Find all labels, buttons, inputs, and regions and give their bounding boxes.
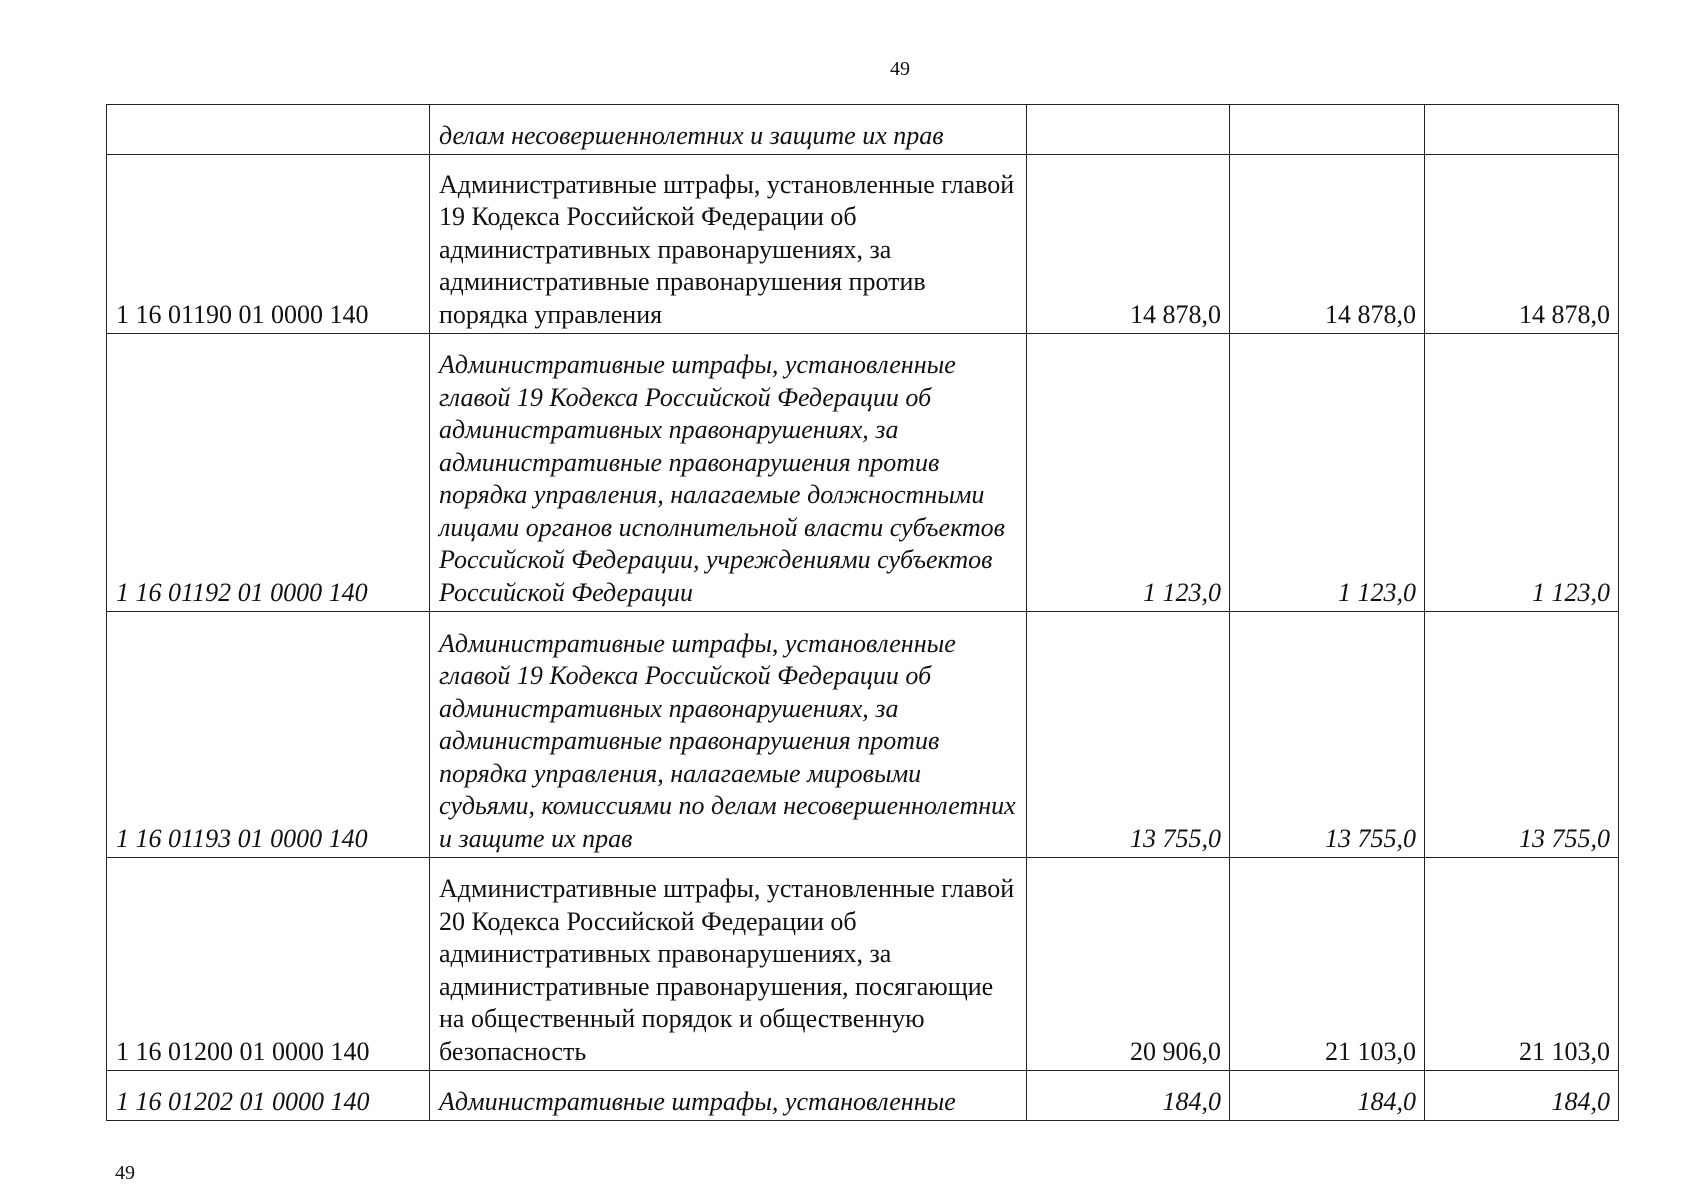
value-cell-2 [1230, 105, 1425, 155]
budget-code-cell: 1 16 01193 01 0000 140 [107, 612, 430, 858]
description-cell: Административные штрафы, установленные главой 19 Кодекса Российской Федерации об административных правонарушениях, за административные правонарушения против порядка управления [430, 155, 1027, 334]
value-cell-1 [1027, 105, 1230, 155]
page-number-top: 49 [890, 58, 910, 80]
value-cell-1: 184,0 [1027, 1071, 1230, 1121]
table-row [107, 334, 1619, 612]
budget-code-cell: 1 16 01192 01 0000 140 [107, 334, 430, 612]
description-cell: Административные штрафы, установленные главой 19 Кодекса Российской Федерации об административных правонарушениях, за административные правонарушения против порядка управления, налагаемые должностными лицами органов исполнительной власти субъектов Российской Федерации, учреждениями субъектов Российской Федерации [430, 334, 1027, 612]
value-cell-1: 20 906,0 [1027, 858, 1230, 1071]
value-cell-3: 184,0 [1425, 1071, 1619, 1121]
description-cell: делам несовершеннолетних и защите их прав [430, 105, 1027, 155]
value-cell-3 [1425, 105, 1619, 155]
table-row [107, 1071, 1619, 1121]
value-cell-1: 14 878,0 [1027, 155, 1230, 334]
table-row [107, 105, 1619, 155]
description-cell: Административные штрафы, установленные главой 20 Кодекса Российской Федерации об административных правонарушениях, за административные правонарушения, посягающие на общественный порядок и общественную безопасность [430, 858, 1027, 1071]
table-row [107, 858, 1619, 1071]
value-cell-3: 1 123,0 [1425, 334, 1619, 612]
value-cell-2: 1 123,0 [1230, 334, 1425, 612]
budget-code-cell: 1 16 01190 01 0000 140 [107, 155, 430, 334]
value-cell-1: 1 123,0 [1027, 334, 1230, 612]
value-cell-2: 184,0 [1230, 1071, 1425, 1121]
value-cell-3: 21 103,0 [1425, 858, 1619, 1071]
revenue-table [106, 104, 1619, 1121]
budget-code-cell [107, 105, 430, 155]
page-number-bottom: 49 [115, 1162, 135, 1184]
description-cell: Административные штрафы, установленные главой 19 Кодекса Российской Федерации об административных правонарушениях, за административные правонарушения против порядка управления, налагаемые мировыми судьями, комиссиями по делам несовершеннолетних и защите их прав [430, 612, 1027, 858]
budget-code-cell: 1 16 01200 01 0000 140 [107, 858, 430, 1071]
value-cell-3: 14 878,0 [1425, 155, 1619, 334]
value-cell-2: 21 103,0 [1230, 858, 1425, 1071]
value-cell-2: 14 878,0 [1230, 155, 1425, 334]
table-row [107, 612, 1619, 858]
budget-code-cell: 1 16 01202 01 0000 140 [107, 1071, 430, 1121]
value-cell-3: 13 755,0 [1425, 612, 1619, 858]
value-cell-1: 13 755,0 [1027, 612, 1230, 858]
table-row [107, 155, 1619, 334]
value-cell-2: 13 755,0 [1230, 612, 1425, 858]
description-cell: Административные штрафы, установленные [430, 1071, 1027, 1121]
